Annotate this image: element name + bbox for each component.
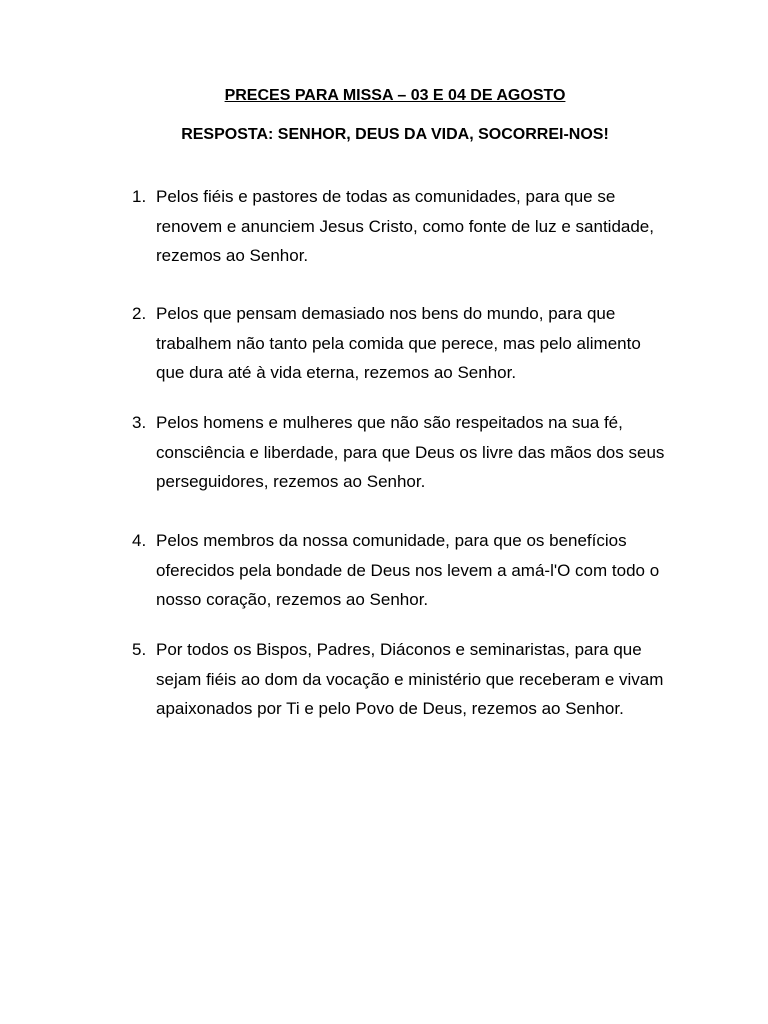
prayer-number: 1. (132, 187, 147, 206)
prayer-text: Pelos que pensam demasiado nos bens do mundo, para que trabalhem não tanto pela comida que perece, mas pelo alimento que dura até à vida eterna, rezemos ao Senhor. (156, 304, 641, 382)
document-title: PRECES PARA MISSA – 03 E 04 DE AGOSTO (224, 87, 566, 104)
prayer-number: 3. (132, 413, 147, 432)
prayer-text: Pelos homens e mulheres que não são respeitados na sua fé, consciência e liberdade, para que Deus os livre das mãos dos seus perseguidores, rezemos ao Senhor. (156, 413, 665, 491)
prayer-item (132, 635, 672, 724)
prayer-number: 4. (132, 531, 147, 550)
prayer-text: Pelos fiéis e pastores de todas as comunidades, para que se renovem e anunciem Jesus Cristo, como fonte de luz e santidade, rezemos ao Senhor. (156, 187, 654, 265)
response-heading: RESPOSTA: SENHOR, DEUS DA VIDA, SOCORREI-NOS! (181, 126, 609, 143)
prayer-number: 5. (132, 640, 147, 659)
prayer-text: Por todos os Bispos, Padres, Diáconos e seminaristas, para que sejam fiéis ao dom da vocação e ministério que receberam e vivam apaixonados por Ti e pelo Povo de Deus, rezemos ao Senhor. (156, 640, 664, 718)
prayer-item (132, 299, 672, 388)
prayer-item (132, 408, 672, 497)
prayer-item (132, 182, 672, 271)
prayer-number: 2. (132, 304, 147, 323)
prayer-item (132, 526, 672, 615)
prayer-text: Pelos membros da nossa comunidade, para que os benefícios oferecidos pela bondade de Deus nos levem a amá-l'O com todo o nosso coração, rezemos ao Senhor. (156, 531, 660, 609)
